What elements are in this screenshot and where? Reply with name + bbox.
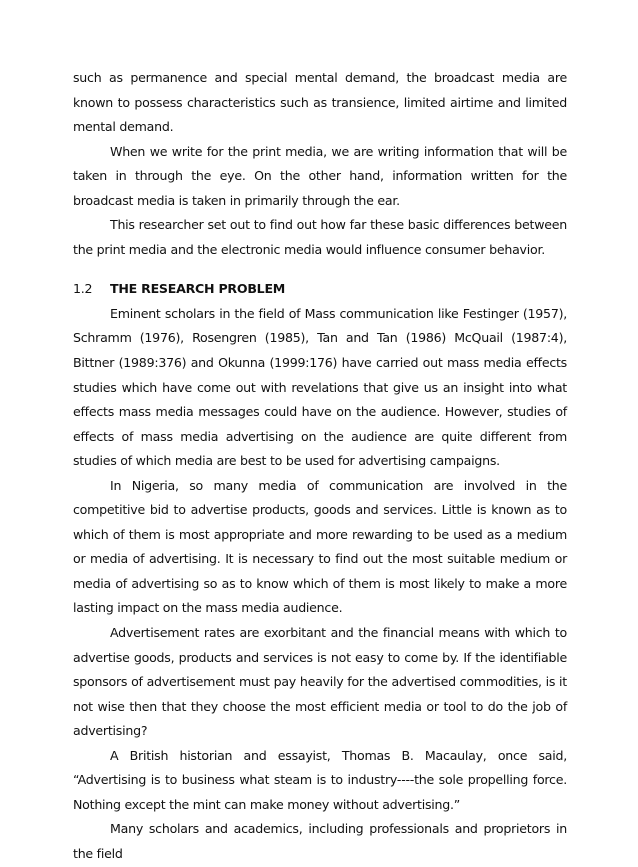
body-text <box>73 66 567 867</box>
paragraph-macaulay-quote: A British historian and essayist, Thomas B. Macaulay, once said, “Advertising is to business what steam is to industry----the sole propelling force. Nothing except the mint can make money without advertising.” <box>73 747 567 812</box>
section-title: THE RESEARCH PROBLEM <box>110 281 286 297</box>
paragraph-nigeria-media: In Nigeria, so many media of communication are involved in the competitive bid to advertise products, goods and services. Little is known as to which of them is most appropriate and more rewarding to be used as a medium or media of advertising. It is necessary to find out the most suitable medium or media of advertising so as to know which of them is most likely to make a more lasting impact on the mass media audience. <box>73 477 567 616</box>
section-heading <box>73 262 567 302</box>
paragraph-many-scholars: Many scholars and academics, including professionals and proprietors in the field <box>73 821 567 861</box>
section-number: 1.2 <box>73 281 93 297</box>
paragraph-continuation: such as permanence and special mental demand, the broadcast media are known to possess characteristics such as transience, limited airtime and limited mental demand. <box>73 70 567 135</box>
paragraph-eminent-scholars: Eminent scholars in the field of Mass communication like Festinger (1957), Schramm (1976), Rosengren (1985), Tan and Tan (1986) McQuail (1987:4), Bittner (1989:376) and Okunna (1999:176) have carried out mass media effects studies which have come out with revelations that give us an insight into what effects mass media messages could have on the audience. However, studies of effects of mass media advertising on the audience are quite different from studies of which media are best to be used for advertising campaigns. <box>73 305 567 469</box>
paragraph-advertisement-rates: Advertisement rates are exorbitant and the financial means with which to advertise goods, products and services is not easy to come by. If the identifiable sponsors of advertisement must pay heavily for the advertised commodities, is it not wise then that they choose the most efficient media or tool to do the job of advertising? <box>73 625 567 739</box>
paragraph-print-media: When we write for the print media, we are writing information that will be taken in through the eye. On the other hand, information written for the broadcast media is taken in primarily through the ear. <box>73 143 567 208</box>
paragraph-research-aim: This researcher set out to find out how far these basic differences between the print media and the electronic media would influence consumer behavior. <box>73 217 567 257</box>
